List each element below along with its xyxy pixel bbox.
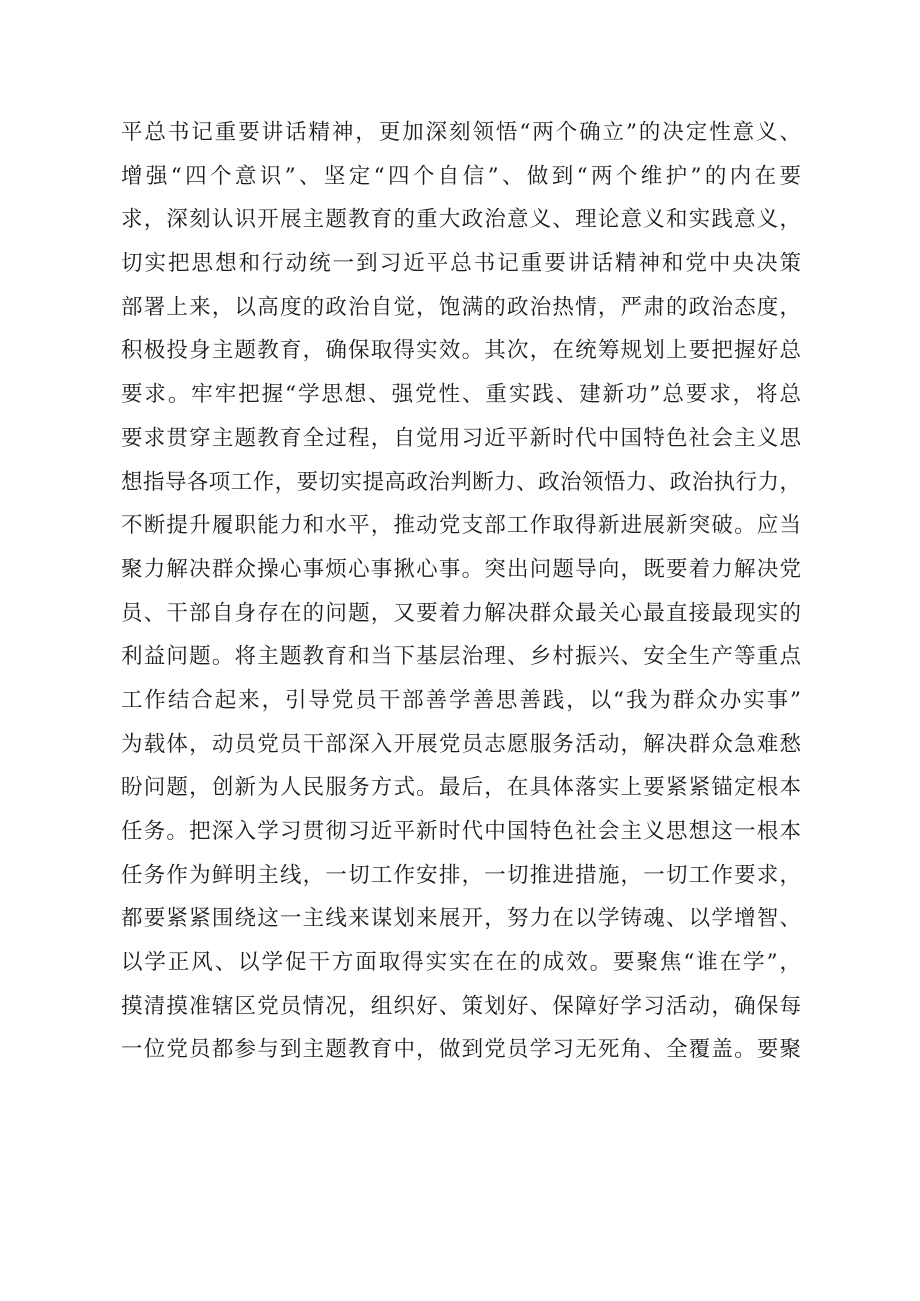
- text-line: 任务作为鲜明主线，一切工作安排，一切推进措施，一切工作要求，: [121, 862, 801, 888]
- text-line: 部署上来，以高度的政治自觉，饱满的政治热情，严肃的政治态度，: [121, 294, 801, 320]
- text-line: 摸清摸准辖区党员情况，组织好、策划好、保障好学习活动，确保每: [121, 993, 801, 1019]
- text-line: 都要紧紧围绕这一主线来谋划来展开，努力在以学铸魂、以学增智、: [121, 906, 801, 932]
- text-line: 工作结合起来，引导党员干部善学善思善践，以“我为群众办实事”: [121, 687, 801, 713]
- text-line: 员、干部自身存在的问题，又要着力解决群众最关心最直接最现实的: [121, 600, 801, 626]
- text-line: 一位党员都参与到主题教育中，做到党员学习无死角、全覆盖。要聚: [121, 1037, 801, 1063]
- body-paragraph: [121, 111, 801, 1072]
- text-line: 利益问题。将主题教育和当下基层治理、乡村振兴、安全生产等重点: [121, 644, 801, 670]
- text-line: 想指导各项工作，要切实提高政治判断力、政治领悟力、政治执行力，: [121, 469, 801, 495]
- text-line: 切实把思想和行动统一到习近平总书记重要讲话精神和党中央决策: [121, 251, 801, 277]
- text-line: 聚力解决群众操心事烦心事揪心事。突出问题导向，既要着力解决党: [121, 556, 801, 582]
- text-line: 以学正风、以学促干方面取得实实在在的成效。要聚焦“谁在学”，: [121, 950, 801, 976]
- text-line: 求，深刻认识开展主题教育的重大政治意义、理论意义和实践意义，: [121, 207, 801, 233]
- text-line: 要求贯穿主题教育全过程，自觉用习近平新时代中国特色社会主义思: [121, 425, 801, 451]
- text-line: 不断提升履职能力和水平，推动党支部工作取得新进展新突破。应当: [121, 513, 801, 539]
- text-line: 盼问题，创新为人民服务方式。最后，在具体落实上要紧紧锚定根本: [121, 775, 801, 801]
- text-line: 增强“四个意识”、坚定“四个自信”、做到“两个维护”的内在要: [121, 163, 801, 189]
- text-line: 为载体，动员党员干部深入开展党员志愿服务活动，解决群众急难愁: [121, 731, 801, 757]
- text-line: 要求。牢牢把握“学思想、强党性、重实践、建新功”总要求，将总: [121, 382, 801, 408]
- text-line: 任务。把深入学习贯彻习近平新时代中国特色社会主义思想这一根本: [121, 819, 801, 844]
- text-line: 平总书记重要讲话精神，更加深刻领悟“两个确立”的决定性意义、: [121, 120, 801, 145]
- text-line: 积极投身主题教育，确保取得实效。其次，在统筹规划上要把握好总: [121, 338, 801, 364]
